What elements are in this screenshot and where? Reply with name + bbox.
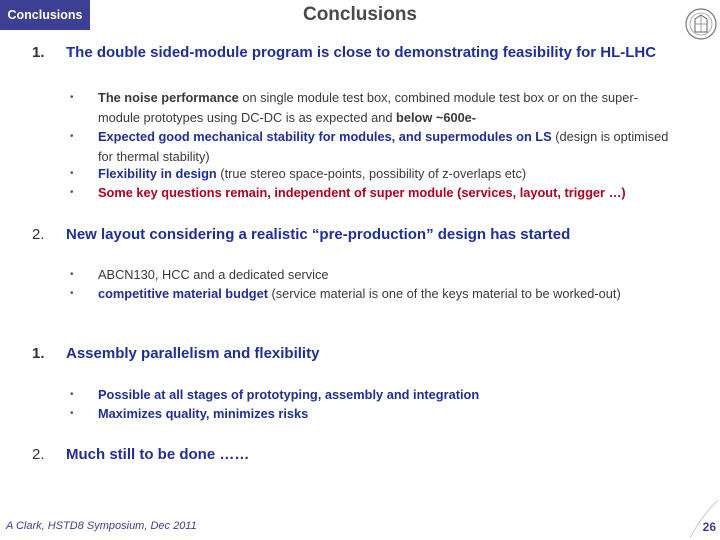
section-heading-1: 1. The double sided-module program is close to demonstrating feasibility for HL-LHC	[32, 44, 657, 61]
section-heading-4: 2. Much still to be done ……	[32, 446, 250, 463]
university-seal-icon	[684, 4, 718, 44]
section-heading-3: 1. Assembly parallelism and flexibility	[32, 345, 320, 362]
section-tag: Conclusions	[0, 0, 90, 30]
section-heading-2: 2. New layout considering a realistic “pre-production” design has started	[32, 226, 571, 243]
footer-credit: A Clark, HSTD8 Symposium, Dec 2011	[6, 520, 197, 532]
page-title: Conclusions	[302, 4, 417, 25]
page-number: 26	[702, 520, 716, 534]
